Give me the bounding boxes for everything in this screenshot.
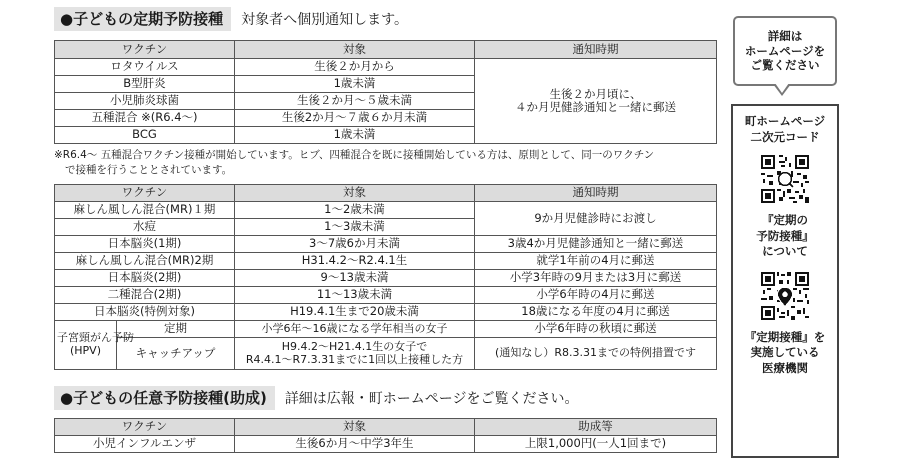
bubble-line: 詳細は [767,29,803,44]
notice-timing: 18歳になる年度の4月に郵送 [475,304,717,321]
target-age: 1～2歳未満 [235,202,475,219]
table-row [55,202,717,219]
target-age: 1～3歳未満 [235,219,475,236]
section-heading-voluntary [54,386,579,410]
qr-caption-line: 医療機関 [762,360,808,375]
qr-caption-line: 『定期の [762,213,808,228]
target-age [235,338,475,370]
table-row-hpv-catchup [55,338,717,370]
target-age: 1歳未満 [235,127,475,144]
catchup-target-line: H9.4.2～H21.4.1生の女子で [281,339,428,353]
vaccine-name: 二種混合(2期) [55,287,235,304]
vaccine-name: 日本脳炎(特例対象) [55,304,235,321]
qr-code-icon [759,270,811,322]
target-age: 9～13歳未満 [235,270,475,287]
vaccine-name: 小児肺炎球菌 [55,93,235,110]
column-header-notice: 通知時期 [475,185,717,202]
qr-code-regular-vaccination[interactable] [759,153,811,205]
vaccine-name: 小児インフルエンザ [55,436,235,453]
qr-code-panel [731,104,839,458]
target-age: 1歳未満 [235,76,475,93]
bubble-line: ご覧ください [750,58,820,73]
section-title-regular: ●子どもの定期予防接種 [54,7,231,31]
table-row [55,236,717,253]
bubble-line: ホームページを [744,43,826,58]
hpv-name-line: (HPV) [69,344,101,357]
qr-caption-regular-vaccination [733,213,837,260]
vaccine-name: BCG [55,127,235,144]
target-age: 生後6か月～中学3年生 [235,436,475,453]
notice-timing: 小学3年時の9月または3月に郵送 [475,270,717,287]
table-row [55,253,717,270]
target-age: 小学6年～16歳になる学年相当の女子 [235,321,475,338]
note-line: で接種を行うこととされています。 [65,163,233,176]
qr-code-medical-institutions[interactable] [759,270,811,322]
vaccine-name: 日本脳炎(2期) [55,270,235,287]
qr-caption-line: 実施している [750,345,820,360]
vaccine-name: 日本脳炎(1期) [55,236,235,253]
vaccine-name: 麻しん風しん混合(MR)2期 [55,253,235,270]
target-age: 生後2か月～７歳６か月未満 [235,110,475,127]
column-header-target: 対象 [235,41,475,59]
notice-line: 生後２か月頃に、 [549,86,642,101]
hpv-vaccine-name [55,321,134,370]
note-line: ※R6.4～ 五種混合ワクチン接種が開始しています。ヒブ、四種混合を既に接種開始している方は、原則として、同一のワクチン [54,149,655,161]
target-age: 生後２か月～５歳未満 [235,93,475,110]
vaccine-name: 五種混合 ※(R6.4～) [55,110,235,127]
table-row [55,287,717,304]
qr-caption-line: 予防接種』 [756,228,814,243]
table-row [55,304,717,321]
section-heading-regular [54,7,408,31]
notice-timing: 3歳4か月児健診通知と一緒に郵送 [475,236,717,253]
column-header-target: 対象 [235,185,475,202]
notice-timing-merged [475,59,717,144]
column-header-vaccine: ワクチン [55,185,235,202]
section-title-voluntary: ●子どもの任意予防接種(助成) [54,386,275,410]
notice-timing: (通知なし）R8.3.31までの特例措置です [475,338,717,370]
vaccine-name: 麻しん風しん混合(MR)１期 [55,202,235,219]
regular-vaccination-table-1 [54,40,717,144]
table-row-hpv-regular [55,321,717,338]
hpv-catchup-label: キャッチアップ [117,338,235,370]
qr-caption-line: について [762,244,808,259]
notice-timing: 小学6年時の秋頃に郵送 [475,321,717,338]
target-age: H31.4.2～R2.4.1生 [235,253,475,270]
column-header-vaccine: ワクチン [55,419,235,436]
hpv-name-line: 子宮頸がん予防 [57,331,134,345]
qr-caption-line: 『定期接種』を [744,329,826,344]
target-age: 11～13歳未満 [235,287,475,304]
vaccine-name: B型肝炎 [55,76,235,93]
target-age: 生後２か月から [235,59,475,76]
hpv-regular-label: 定期 [117,321,235,338]
target-age: H19.4.1生まで20歳未満 [235,304,475,321]
vaccine-name: ロタウイルス [55,59,235,76]
catchup-target-line: R4.4.1～R7.3.31までに1回以上接種した方 [245,352,464,366]
vaccine-name: 水痘 [55,219,235,236]
voluntary-vaccination-table [54,418,717,453]
qr-heading-line: 二次元コード [750,129,820,144]
see-homepage-bubble [733,16,837,86]
regular-vaccination-table-2 [54,184,717,370]
notice-line: ４か月児健診通知と一緒に郵送 [515,100,676,114]
qr-caption-medical-institutions [733,330,837,377]
table-row [55,436,717,453]
notice-timing: 小学6年時の4月に郵送 [475,287,717,304]
subsidy-amount: 上限1,000円(一人1回まで) [475,436,717,453]
five-in-one-note [54,148,724,177]
column-header-target: 対象 [235,419,475,436]
qr-panel-heading [733,114,837,145]
table-row [55,270,717,287]
table-row [55,59,717,76]
section-subtitle-regular: 対象者へ個別通知します。 [241,12,408,28]
notice-timing: 就学1年前の4月に郵送 [475,253,717,270]
column-header-subsidy: 助成等 [475,419,717,436]
notice-timing-merged: 9か月児健診時にお渡し [475,202,717,236]
column-header-notice: 通知時期 [475,41,717,59]
qr-heading-line: 町ホームページ [744,114,826,128]
column-header-vaccine: ワクチン [55,41,235,59]
section-subtitle-voluntary: 詳細は広報・町ホームページをご覧ください。 [284,391,579,407]
target-age: 3～7歳6か月未満 [235,236,475,253]
bubble-tail-inner [775,83,789,93]
qr-code-icon [759,153,811,205]
